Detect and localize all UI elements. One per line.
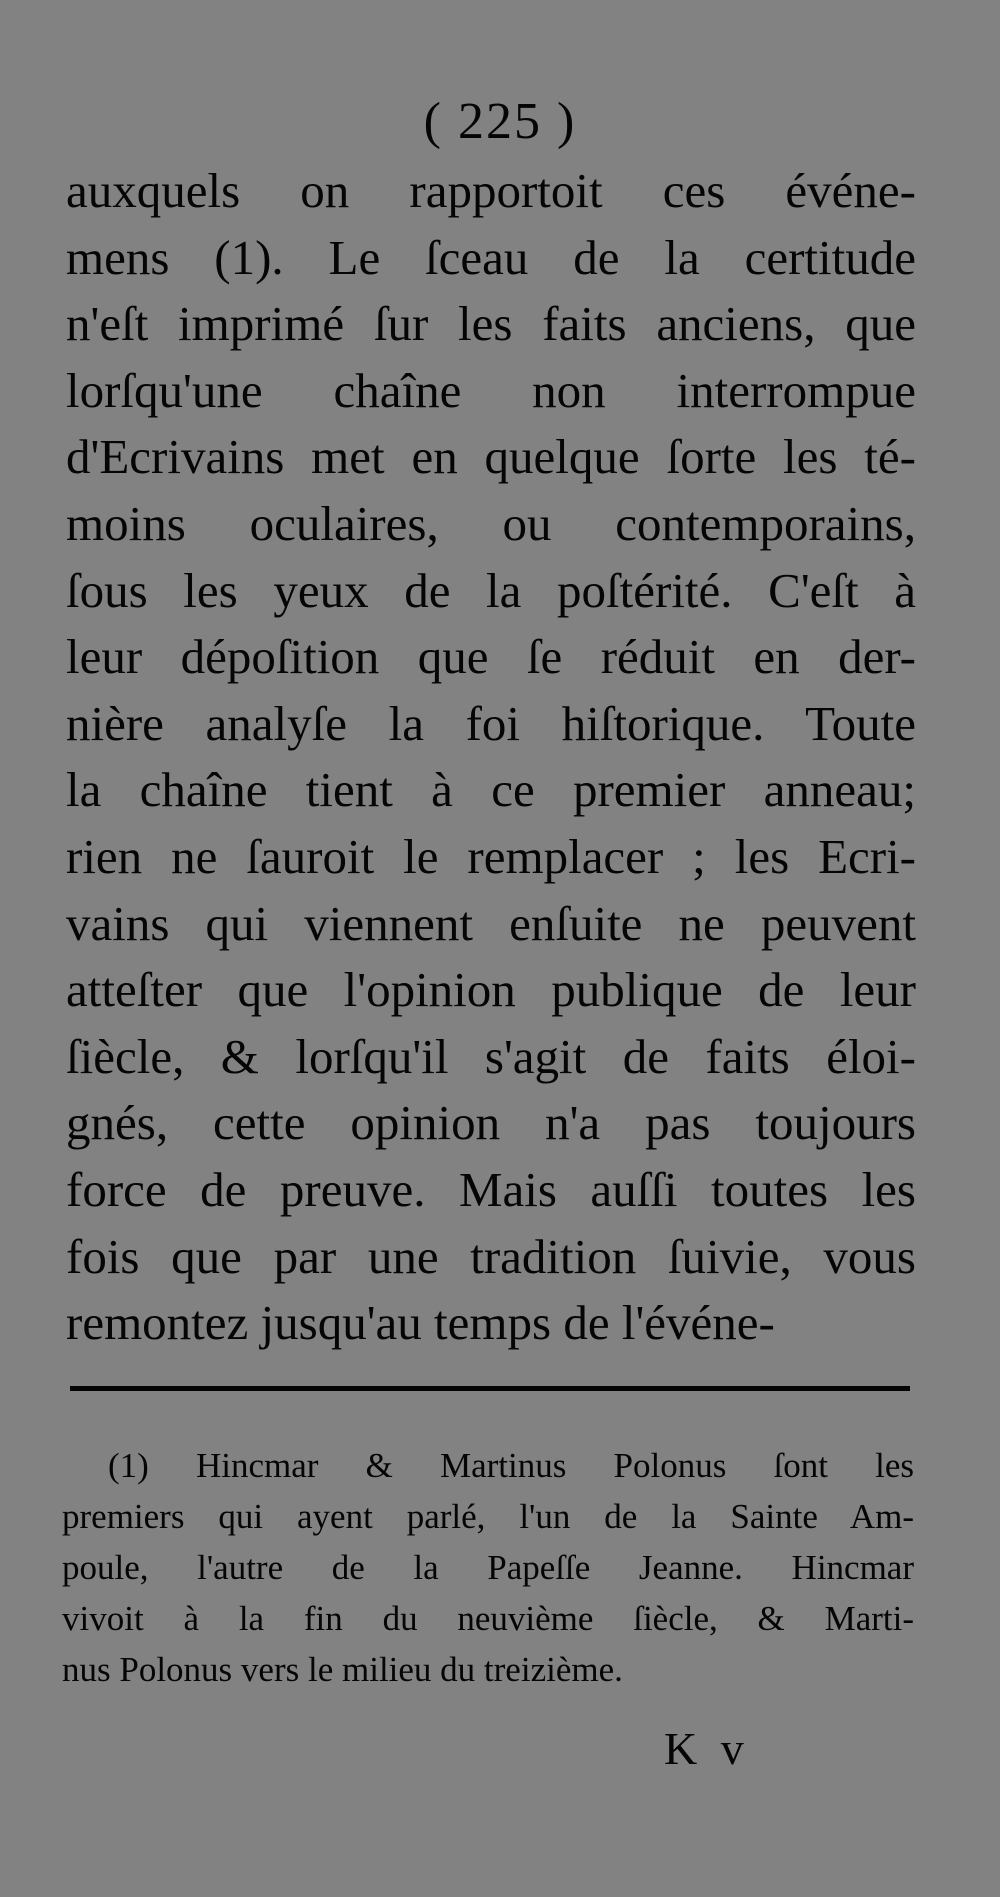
text-line: rien ne ſauroit le remplacer ; les Ecri- (66, 828, 916, 884)
text-line: nière analyſe la foi hiſtorique. Toute (66, 695, 916, 751)
text-line: moins oculaires, ou contemporains, (66, 495, 916, 551)
footnote-line: nus Polonus vers le milieu du treizième. (62, 1650, 623, 1689)
footnote-line: premiers qui ayent parlé, l'un de la Sainte Am- (62, 1497, 914, 1536)
text-line: auxquels on rapportoit ces événe- (66, 163, 916, 218)
text-line: ſiècle, & lorſqu'il s'agit de faits éloi- (66, 1028, 916, 1084)
text-line: d'Ecrivains met en quelque ſorte les té- (66, 429, 916, 485)
text-line: n'eſt imprimé ſur les faits anciens, que (66, 296, 916, 352)
footnote (62, 1440, 914, 1695)
text-line: lorſqu'une chaîne non interrompue (66, 362, 916, 418)
text-line: vains qui viennent enſuite ne peuvent (66, 895, 916, 951)
main-text (66, 158, 916, 1357)
text-line: leur dépoſition que ſe réduit en der- (66, 629, 916, 685)
signature-mark: K v (664, 1723, 750, 1774)
text-line: fois que par une tradition ſuivie, vous (66, 1228, 916, 1284)
footnote-line: (1) Hincmar & Martinus Polonus ſont les (108, 1446, 914, 1485)
text-line: la chaîne tient à ce premier anneau; (66, 762, 916, 818)
text-line: mens (1). Le ſceau de la certitude (66, 229, 916, 285)
text-line: ſous les yeux de la poſtérité. C'eſt à (66, 562, 916, 618)
text-line: atteſter que l'opinion publique de leur (66, 962, 916, 1018)
footnote-line: vivoit à la fin du neuvième ſiècle, & Marti- (62, 1599, 914, 1638)
text-line: gnés, cette opinion n'a pas toujours (66, 1095, 916, 1151)
page-number: ( 225 ) (423, 93, 577, 150)
text-line: remontez jusqu'au temps de l'événe- (66, 1295, 775, 1351)
footnote-line: poule, l'autre de la Papeſſe Jeanne. Hincmar (62, 1548, 914, 1587)
footnote-divider (70, 1386, 910, 1391)
text-line: force de preuve. Mais auſſi toutes les (66, 1161, 916, 1217)
